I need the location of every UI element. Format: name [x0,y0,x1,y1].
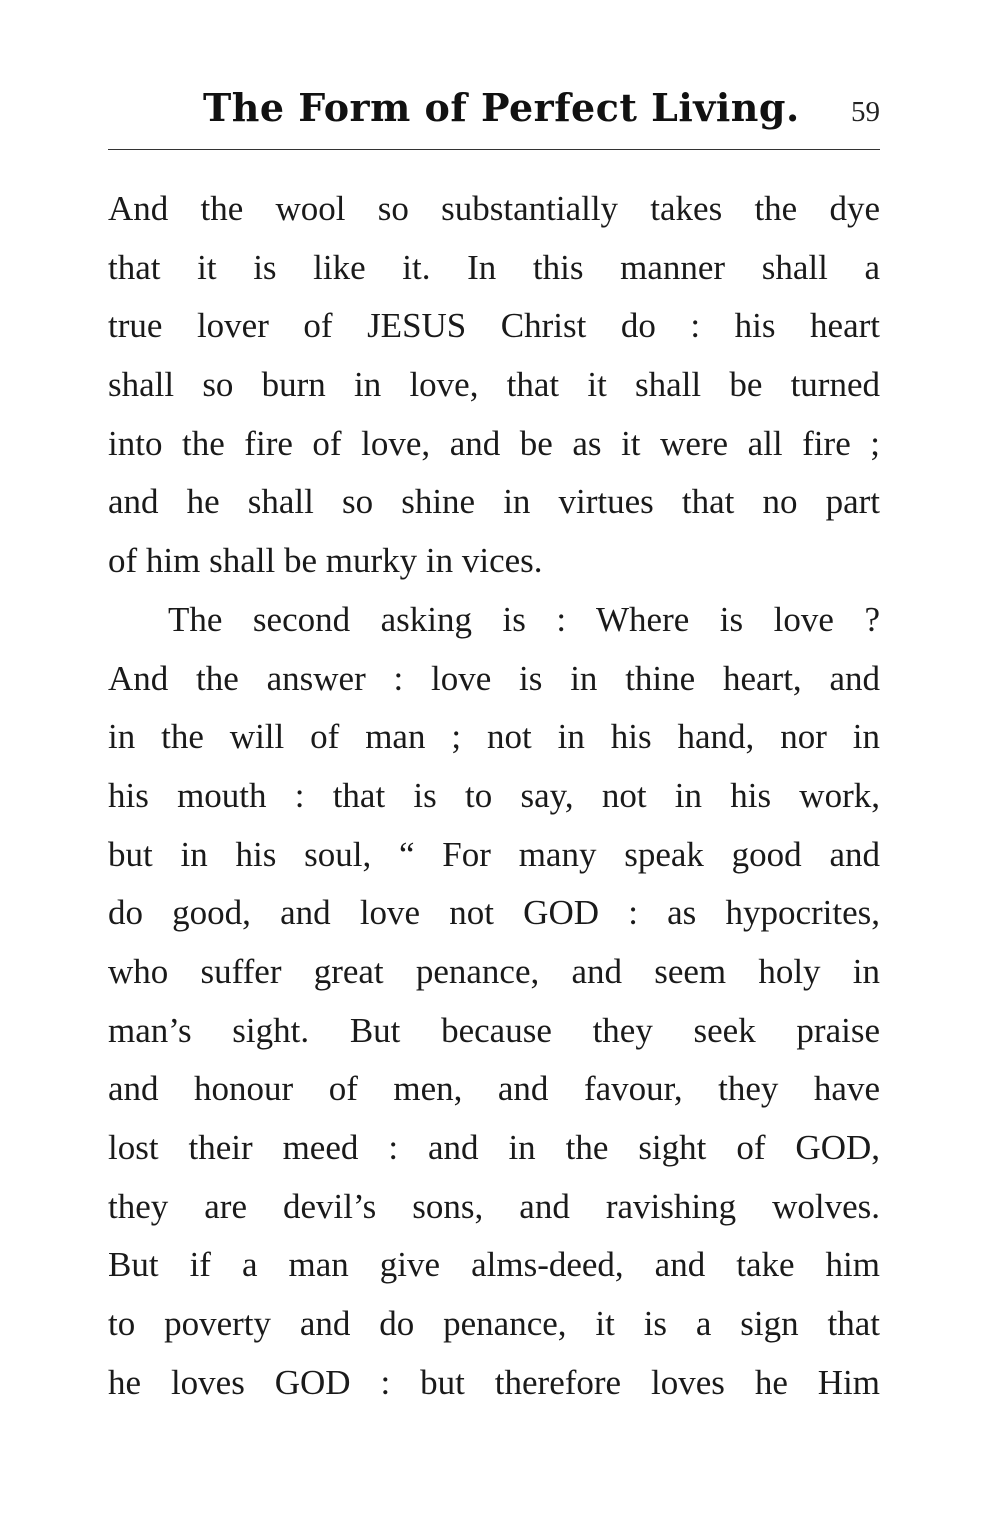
text-line: And the wool so substantially takes the dye [108,189,880,228]
text-line: to poverty and do penance, it is a sign that [108,1304,880,1344]
header-rule [108,149,880,150]
text-line: and he shall so shine in virtues that no part [108,482,880,522]
text-line: that it is like it. In this manner shall a [108,247,880,287]
running-title: The Form of Perfect Living. [203,85,800,130]
text-line: he loves GOD : but therefore loves he Him [108,1362,880,1402]
text-line: who suffer great penance, and seem holy in [108,951,880,991]
text-line: his mouth : that is to say, not in his work, [108,775,880,815]
text-line: do good, and love not GOD : as hypocrites, [108,893,880,933]
text-line: of him shall be murky in vices. [108,541,543,581]
text-line: And the answer : love is in thine heart, and [108,658,880,698]
body-text [108,180,880,1412]
text-line: shall so burn in love, that it shall be turned [108,365,880,405]
page-number: 59 [851,96,880,128]
page-header [108,78,880,138]
text-line: but in his soul, “ For many speak good and [108,834,880,874]
text-line: lost their meed : and in the sight of GOD, [108,1128,880,1167]
text-line: into the fire of love, and be as it were all fire ; [108,423,880,463]
text-line: they are devil’s sons, and ravishing wolves. [108,1186,880,1226]
text-line: man’s sight. But because they seek praise [108,1010,880,1050]
text-line: But if a man give alms-deed, and take him [108,1245,880,1285]
text-line: The second asking is : Where is love ? [168,599,880,639]
text-line: true lover of JESUS Christ do : his heart [108,306,880,346]
text-line: and honour of men, and favour, they have [108,1069,880,1109]
text-line: in the will of man ; not in his hand, nor in [108,717,880,757]
